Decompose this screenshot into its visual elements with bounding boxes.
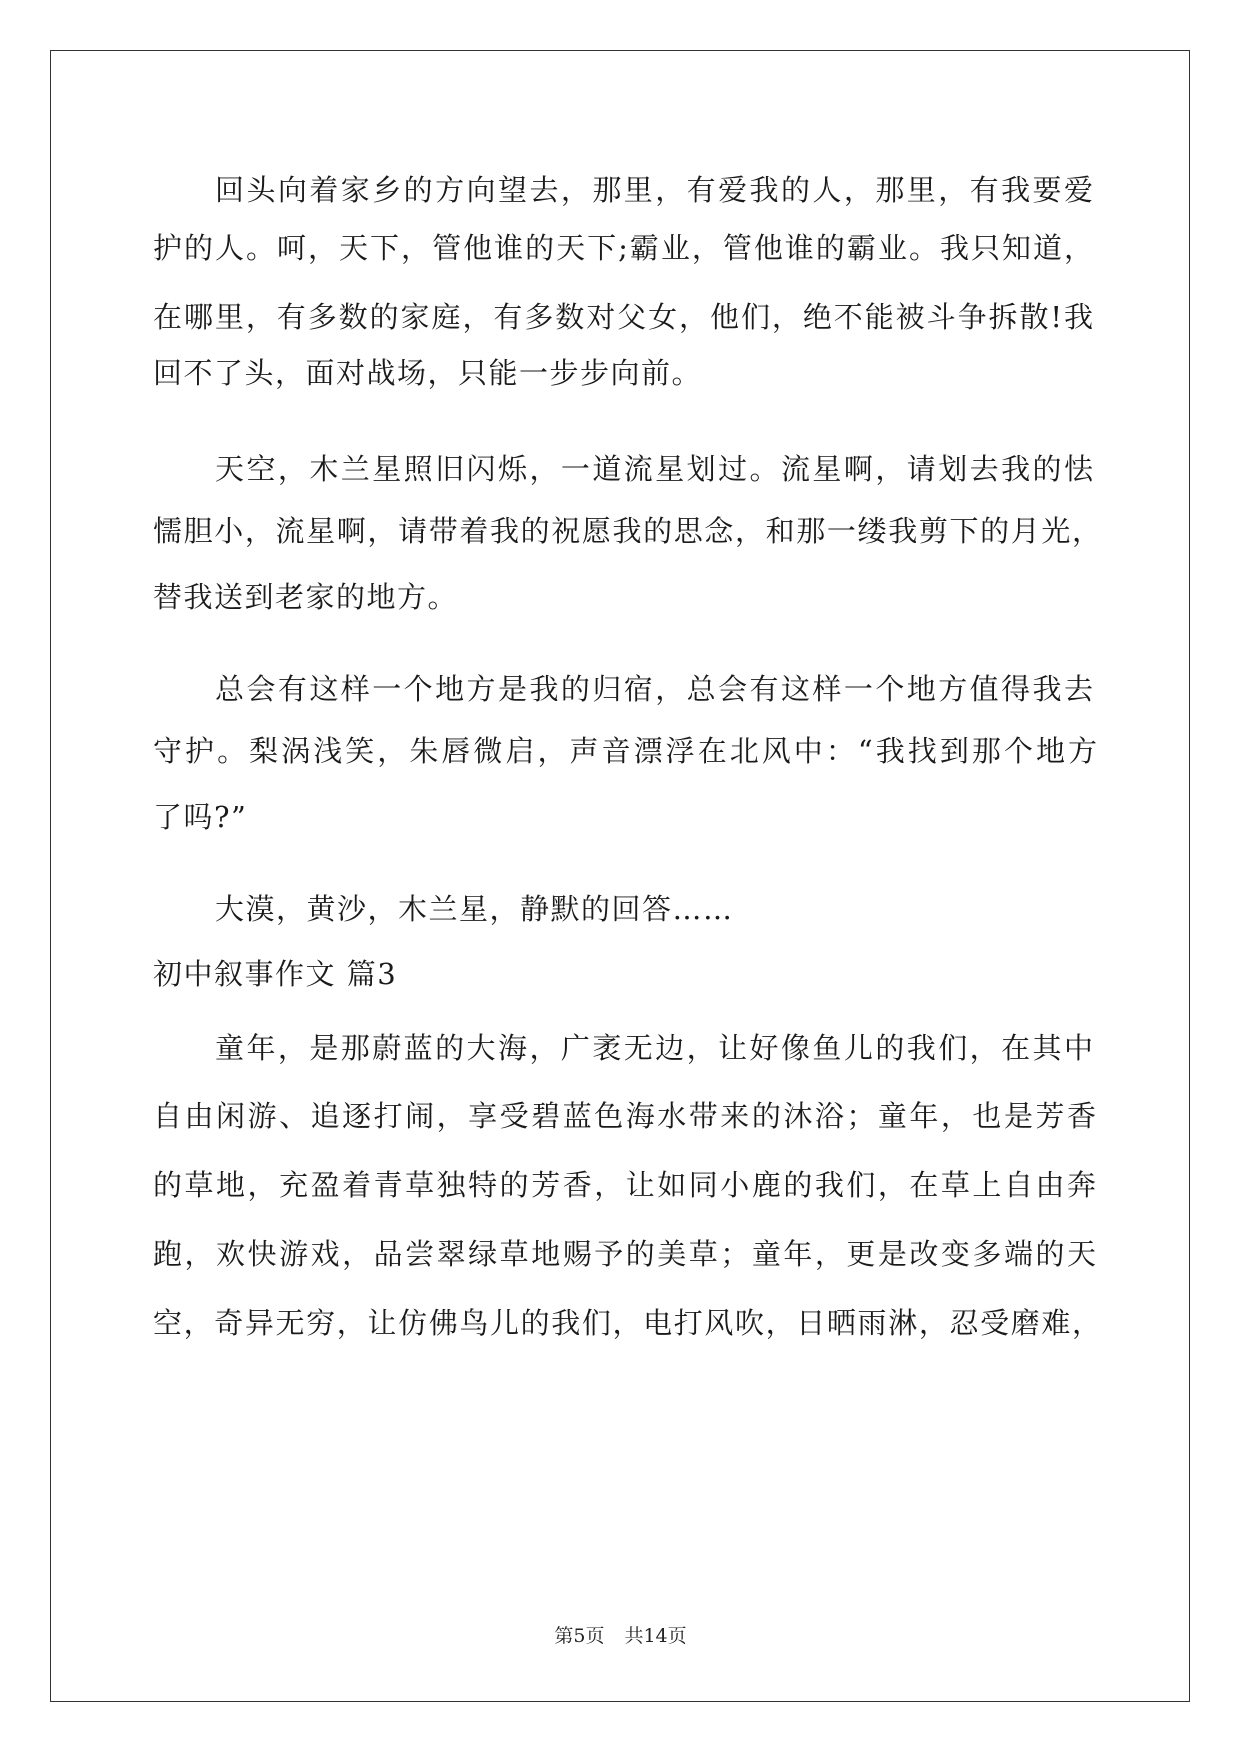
page-number: 第5页 xyxy=(554,1625,605,1647)
page-footer xyxy=(0,1623,1241,1649)
paragraph-line: 跑，欢快游戏，品尝翠绿草地赐予的美草；童年，更是改变多端的天 xyxy=(153,1237,1096,1271)
paragraph-line: 的草地，充盈着青草独特的芳香，让如同小鹿的我们，在草上自由奔 xyxy=(153,1168,1096,1202)
paragraph-line: 护的人。呵，天下，管他谁的天下;霸业，管他谁的霸业。我只知道， xyxy=(153,231,1093,265)
paragraph-line: 天空，木兰星照旧闪烁，一道流星划过。流星啊，请划去我的怯 xyxy=(215,452,1093,486)
paragraph-line: 回头向着家乡的方向望去，那里，有爱我的人，那里，有我要爱 xyxy=(215,173,1093,207)
paragraph-line: 守护。梨涡浅笑，朱唇微启，声音漂浮在北风中：“我找到那个地方 xyxy=(153,734,1097,768)
paragraph-line: 懦胆小，流星啊，请带着我的祝愿我的思念，和那一缕我剪下的月光， xyxy=(153,514,1101,548)
paragraph-line: 自由闲游、追逐打闹，享受碧蓝色海水带来的沐浴；童年，也是芳香 xyxy=(153,1099,1096,1133)
paragraph-line: 总会有这样一个地方是我的归宿，总会有这样一个地方值得我去 xyxy=(215,672,1093,706)
page-total: 共14页 xyxy=(624,1625,687,1647)
section-heading: 初中叙事作文 篇3 xyxy=(153,957,398,991)
paragraph-line: 回不了头，面对战场，只能一步步向前。 xyxy=(153,356,703,390)
paragraph-line: 在哪里，有多数的家庭，有多数对父女，他们，绝不能被斗争拆散!我 xyxy=(153,300,1093,334)
paragraph-line: 空，奇异无穷，让仿佛鸟儿的我们，电打风吹，日晒雨淋，忍受磨难， xyxy=(153,1306,1101,1340)
paragraph-line: 了吗?” xyxy=(153,800,248,834)
paragraph-line: 替我送到老家的地方。 xyxy=(153,580,459,614)
paragraph-line: 童年，是那蔚蓝的大海，广袤无边，让好像鱼儿的我们，在其中 xyxy=(215,1031,1093,1065)
paragraph-line: 大漠，黄沙，木兰星，静默的回答…… xyxy=(215,892,734,926)
